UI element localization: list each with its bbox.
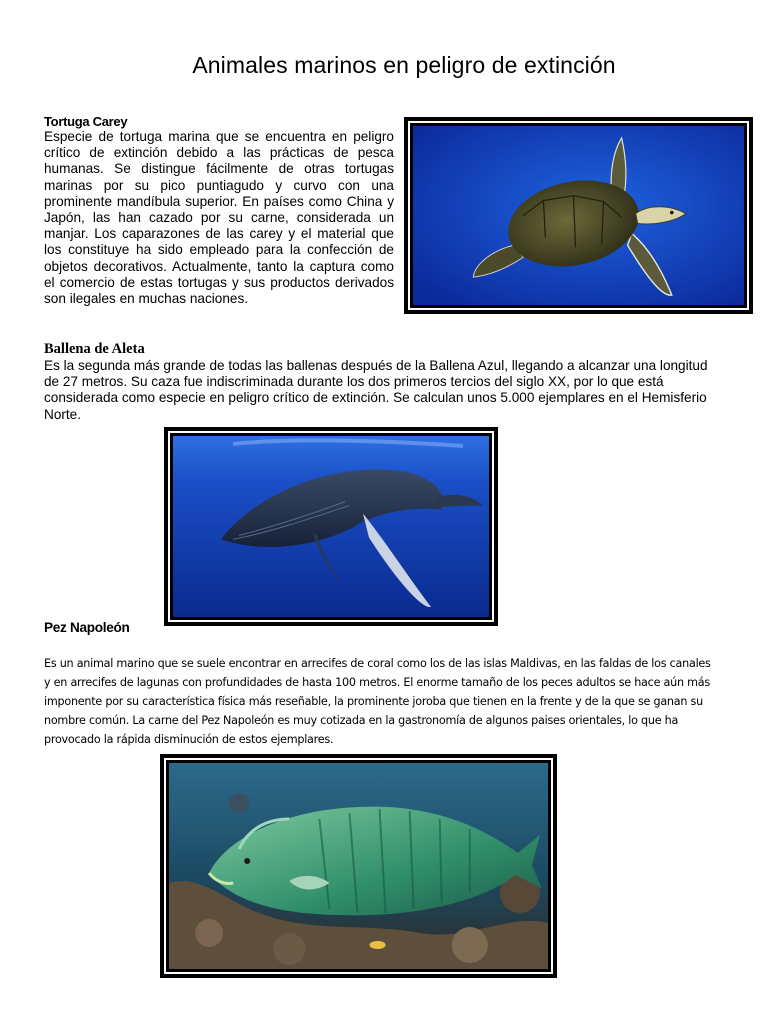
section-heading: Pez Napoleón [44, 620, 130, 635]
section-heading: Ballena de Aleta [44, 341, 145, 357]
section-heading: Tortuga Carey [44, 114, 128, 129]
section-body: Es un animal marino que se suele encontrar en arrecifes de coral como los de las islas Maldivas, en las faldas de los canales y en arrecifes de lagunas con profundidades de hasta 100 metros. El enorme tamaño de los peces adultos se hace aún más imponente por su característica física más reseñable, la prominente joroba que tienen en la frente y de la que se ganan su nombre común. La carne del Pez Napoleón es muy cotizada en la gastronomía de algunos paises orientales, lo que ha provocado la rápida disminución de estos ejemplares. [44, 657, 711, 746]
section-tortuga-carey [44, 114, 394, 307]
section-body: Especie de tortuga marina que se encuentra en peligro crítico de extinción debido a las prácticas de pesca humanas. Se distingue fácilmente de otras tortugas marinas por su pico puntiagudo y curvo con una prominente mandíbula superior. En países como China y Japón, las han cazado por su carne, considerada un manjar. Los caparazones de las carey y el material que los constituye ha sido empleado para la confección de objetos decorativos. Actualmente, tanto la captura como el comercio de estas tortugas y sus productos derivados son ilegales en muchas naciones. [44, 129, 394, 307]
section-pez-napoleon [44, 654, 716, 749]
turtle-image [404, 117, 753, 314]
section-body: Es la segunda más grande de todas las ballenas después de la Ballena Azul, llegando a alcanzar una longitud de 27 metros. Su caza fue indiscriminada durante los dos primeros tercios del siglo XX, por lo que está considerada como especie en peligro crítico de extinción. Se calculan unos 5.000 ejemplares en el Hemisferio Norte. [44, 358, 708, 422]
whale-image [164, 427, 498, 626]
section-ballena-de-aleta [44, 341, 714, 423]
napoleon-fish-image [160, 754, 557, 978]
page-title: Animales marinos en peligro de extinción [192, 52, 616, 78]
section-pez-napoleon-heading [44, 620, 344, 635]
